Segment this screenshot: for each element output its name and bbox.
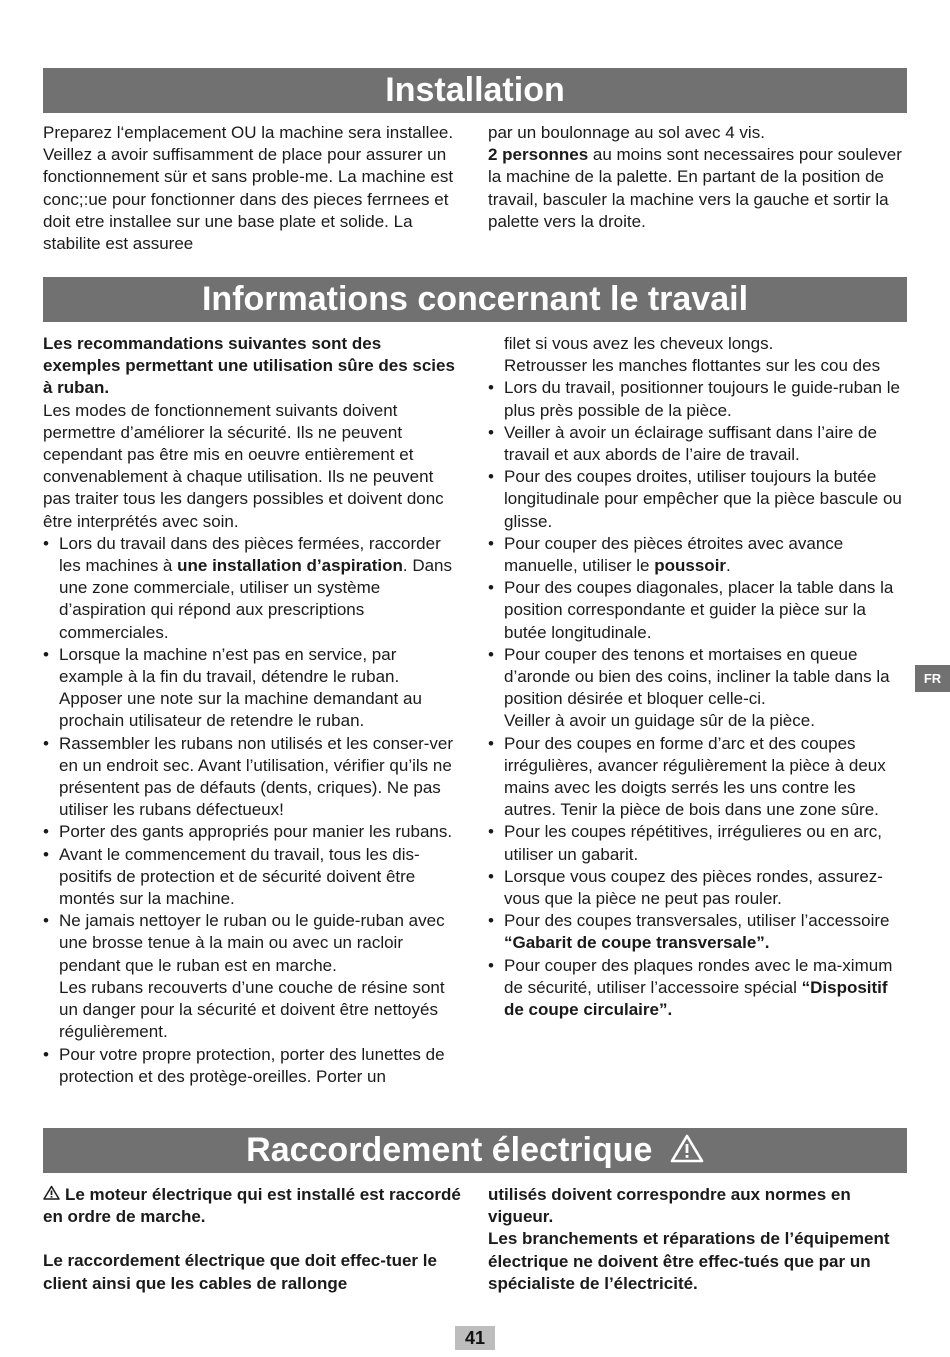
list-item-text: Pour couper des plaques rondes avec le ma-ximum de sécurité, utiliser l’accessoire spécial <box>504 955 893 997</box>
continued-text: filet si vous avez les cheveux longs. <box>504 334 774 353</box>
list-item <box>43 1044 463 1088</box>
list-item <box>488 821 908 865</box>
warning-triangle-icon <box>43 1185 60 1200</box>
list-item-text: Pour couper des pièces étroites avec avance manuelle, utiliser le <box>504 533 844 576</box>
electrical-left-p2: Le raccordement électrique que doit effec-tuer le client ainsi que les cables de rallonge <box>43 1251 437 1293</box>
crosscut-gauge-bold: “Gabarit de coupe transversale”. <box>504 933 770 953</box>
page-number <box>455 1326 495 1350</box>
list-item <box>488 733 908 822</box>
pusher-bold: poussoir <box>654 556 727 576</box>
electrical-right-p1: utilisés doivent correspondre aux normes en vigueur. <box>488 1185 851 1227</box>
installation-header <box>43 68 907 113</box>
language-tab <box>915 665 950 692</box>
list-item-text: Pour des coupes droites, utiliser toujours la butée longitudinale pour empêcher que la pièce bascule ou glisse. <box>504 467 902 531</box>
list-item-text: Pour couper des tenons et mortaises en queue d’aronde ou bien des coins, incliner la table dans la position désirée et bloquer celle-ci. <box>504 644 890 709</box>
list-item-text: Ne jamais nettoyer le ruban ou le guide-ruban avec une brosse tenue à la main ou avec un racloir pendant que le ruban est en marche. <box>59 911 445 975</box>
list-item-text: Avant le commencement du travail, tous les dis-positifs de protection et de sécurité doivent être montés sur la machine. <box>59 844 420 909</box>
list-item <box>488 377 908 421</box>
continued-text: Retrousser les manches flottantes sur les cou des <box>504 356 881 376</box>
electrical-left-column <box>43 1184 463 1295</box>
list-item <box>488 422 908 466</box>
electrical-title: Raccordement électrique <box>246 1131 653 1169</box>
work-info-right-list <box>488 377 908 1021</box>
installation-right-column <box>488 122 908 233</box>
list-item <box>488 533 908 577</box>
list-item-text: . Dans une zone commerciale, utiliser un système d’aspiration qui répond aux prescriptions commerciales. <box>59 556 453 642</box>
work-info-header <box>43 277 907 322</box>
installation-title: Installation <box>385 71 565 109</box>
list-item <box>488 644 908 733</box>
list-item-text: Pour votre propre protection, porter des lunettes de protection et des protège-oreilles. Porter un <box>59 1044 445 1086</box>
list-item-text: Lorsque vous coupez des pièces rondes, assurez-vous que la pièce ne peut pas rouler. <box>504 866 883 909</box>
list-item-text: Lorsque la machine n’est pas en service, par example à la fin du travail, détendre le ruban. Apposer une note sur la machine demandant au prochain utilisateur de retendre le ruban. <box>59 644 422 731</box>
list-item-note: Les rubans recouverts d’une couche de résine sont un danger pour la sécurité et doivent être nettoyés régulièrement. <box>59 977 445 1042</box>
list-item-text: Lors du travail dans des pièces fermées, raccorder les machines à <box>59 533 441 576</box>
list-item <box>488 955 908 1022</box>
list-item-text: Pour des coupes en forme d’arc et des coupes irrégulières, avancer régulièrement la pièce à deux mains avec les doigts serrés les uns contre les autres. Tenir la pièce de bois dans une zone sûre. <box>504 733 886 820</box>
work-info-left-column <box>43 333 463 1088</box>
work-info-right-column <box>488 333 908 1021</box>
electrical-right-column <box>488 1184 908 1295</box>
list-item <box>488 466 908 533</box>
list-item <box>43 844 463 911</box>
electrical-right-p2: Les branchements et réparations de l’équipement électrique ne doivent être effec-tués que par un spécialiste de l’électricité. <box>488 1229 890 1293</box>
list-item-text: Veiller à avoir un éclairage suffisant dans l’aire de travail et aux abords de l’aire de travail. <box>504 422 877 465</box>
list-item-text: Pour les coupes répétitives, irrégulieres ou en arc, utiliser un gabarit. <box>504 822 882 864</box>
work-info-title: Informations concernant le travail <box>201 280 749 318</box>
list-item <box>488 910 908 954</box>
list-item-text: Pour des coupes diagonales, placer la table dans la position correspondante et guider la pièce sur la butée longitudinale. <box>504 578 894 642</box>
installation-right-paragraph <box>488 144 908 233</box>
language-tab-label: FR <box>923 671 942 686</box>
installation-right-line1: par un boulonnage au sol avec 4 vis. <box>488 123 765 142</box>
two-persons-bold: 2 personnes <box>488 145 589 165</box>
installation-left-column <box>43 122 468 255</box>
work-info-intro-bold: Les recommandations suivantes sont des exemples permettant une utilisation sûre des scies à ruban. <box>43 334 455 398</box>
list-item <box>488 577 908 644</box>
work-info-left-list <box>43 533 463 1088</box>
installation-right-rest: au moins sont necessaires pour soulever la machine de la palette. En partant de la position de travail, basculer la machine vers la gauche et sortir la palette vers la droite. <box>488 145 902 231</box>
list-item <box>43 533 463 644</box>
installation-left-text: Preparez l‘emplacement OU la machine sera installee. Veillez a avoir suffisamment de place pour assurer un fonctionnement sür et sans proble-me. La machine est conc;:ue pour fonctionner dans des pieces ferrnees et doit etre installee sur une base plate et solide. La stabilite est assuree <box>43 123 454 254</box>
list-item-text: . <box>726 556 731 576</box>
warning-triangle-icon <box>670 1133 704 1163</box>
list-item <box>43 910 463 1043</box>
list-item <box>43 644 463 733</box>
electrical-header <box>43 1128 907 1173</box>
list-item <box>488 866 908 910</box>
aspiration-bold: une installation d’aspiration <box>177 556 403 576</box>
page-number-label: 41 <box>464 1328 486 1348</box>
list-item-text: Pour des coupes transversales, utiliser l’accessoire <box>504 911 890 931</box>
work-info-intro-text: Les modes de fonctionnement suivants doivent permettre d’améliorer la sécurité. Ils ne peuvent cependant pas être mis en oeuvre entièrement et convenablement à chaque utilisation. Ils ne peuvent pas traiter tous les dangers possibles et doivent donc être interprétés avec soin. <box>43 400 444 531</box>
list-item <box>43 733 463 822</box>
electrical-left-p1-text: Le moteur électrique qui est installé est raccordé en ordre de marche. <box>43 1185 461 1227</box>
circle-cutting-bold: “Dispositif de coupe circulaire”. <box>504 977 888 1020</box>
list-item <box>43 821 463 843</box>
list-item-text: Porter des gants appropriés pour manier les rubans. <box>59 822 453 842</box>
list-item-text: Lors du travail, positionner toujours le guide-ruban le plus près possible de la pièce. <box>504 378 900 420</box>
list-item-text: Rassembler les rubans non utilisés et les conser-ver en un endroit sec. Avant l’utilisation, vérifier qu’ils ne présentent pas de défauts (dents, criques). Ne pas utiliser les rubans défectueux! <box>59 733 454 820</box>
electrical-left-p1 <box>43 1184 463 1228</box>
list-item-note: Veiller à avoir un guidage sûr de la pièce. <box>504 711 815 731</box>
